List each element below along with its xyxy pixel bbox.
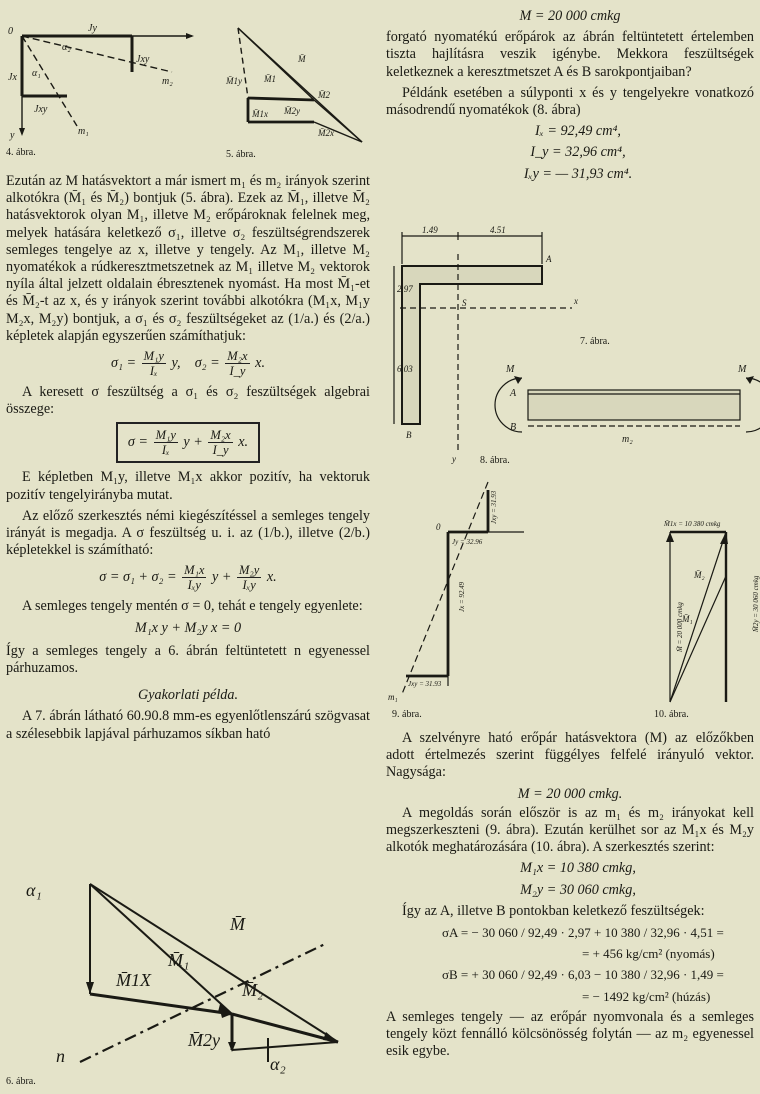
m2y-value: M₂y = 30 060 cmkg,	[520, 881, 636, 898]
eq2-num: M₂x	[227, 349, 248, 364]
eq2-fraction	[225, 349, 249, 378]
ixy-value: Iₓy = — 31,93 cm⁴.	[523, 165, 633, 182]
eq2-tail: x.	[255, 354, 266, 371]
left-column	[6, 173, 370, 747]
fig9-label-jx: Jx = 92.49	[458, 581, 466, 612]
eq3-den-2: Iₓy	[242, 578, 256, 593]
sigma-a-line-1: σA = − 30 060 / 92,49 · 2,97 + 10 380 / 32,96 · 4,51 =	[442, 925, 724, 941]
left-para-2: A keresett σ feszültség a σ₁ és σ₂ feszültségek algebrai összege:	[6, 384, 370, 418]
fig7-point-b: B	[406, 430, 412, 440]
box-lhs: σ =	[127, 434, 149, 451]
box-frac-1	[154, 428, 178, 457]
fig8-label-m2: m₂	[622, 434, 633, 445]
right-para-5: Így az A, illetve B pontokban keletkező feszültségek:	[402, 902, 705, 919]
fig5-label-m2y: M̄2y	[284, 106, 300, 116]
fig4-label-jx: Jx	[8, 72, 17, 83]
fig6-label-m1x: M̄1X	[116, 970, 151, 990]
fig6-label-a2: α₂	[270, 1054, 286, 1074]
sigma-a-line-2: = + 456 kg/cm² (nyomás)	[582, 946, 715, 962]
box-den-1: Iₓ	[161, 443, 170, 458]
box-mid: y +	[183, 434, 203, 451]
moment-value: M = 20 000 cmkg	[519, 8, 621, 24]
fig4-label-a1: α₁	[32, 68, 41, 79]
eq3-lhs: σ = σ₁ + σ₂ =	[99, 569, 177, 586]
right-para-3: A szelvényre ható erőpár hatásvektora (M) az előzőkben adott értelmezés szerint függélyes felfelé irányuló vektor. Nagysága:	[386, 730, 754, 781]
fig6-label-m2: M̄₂	[242, 980, 264, 1000]
fig5-label-m1: M̄1	[264, 74, 276, 84]
figure-4	[2, 14, 202, 144]
boxed-formula	[6, 422, 370, 463]
fig10-caption: 10. ábra.	[654, 709, 689, 720]
right-column-top	[386, 8, 754, 187]
left-para-7: A 7. ábrán látható 60.90.8 mm-es egyenlőtlenszárú szögvasat a szélesebbik lapjával párhuzamos síkban ható	[6, 708, 370, 742]
left-para-4: Az előző szerkesztés némi kiegészítéssel a semleges tengely irányát is megadja. A σ feszültség u. i. az (1/b.), illetve (2/b.) képletekkel is számítható:	[6, 507, 370, 559]
boxed-formula-frame	[116, 422, 260, 463]
left-para-5: A semleges tengely mentén σ = 0, tehát e tengely egyenlete:	[22, 598, 363, 615]
fig4-label-m2: m₂	[162, 76, 173, 87]
fig10-label-m1x: M̄1x = 10 380 cmkg	[664, 520, 721, 528]
fig7-point-s: S	[462, 298, 467, 308]
eq3-frac-2	[237, 563, 261, 592]
fig7-axis-x: x	[574, 296, 578, 306]
section-heading: Gyakorlati példa.	[137, 687, 239, 704]
fig9-caption: 9. ábra.	[392, 709, 422, 720]
right-para-4: A megoldás során először is az m₁ és m₂ irányokat kell megszerkeszteni (9. ábra). Ezután kerülhet sor az M₁x és M₂y alkotók meghatározására (10. ábra). A szerkesztés szerint:	[386, 804, 754, 856]
eq3-num-2: M₂y	[238, 563, 260, 578]
fig6-label-a1: α₁	[26, 880, 42, 900]
fig6-label-m: M̄	[230, 914, 245, 934]
fig4-label-jy: Jy	[88, 23, 97, 34]
fig7-dim-603: 6.03	[397, 364, 413, 374]
fig5-label-m1x: M̄1x	[252, 109, 268, 119]
fig6-caption: 6. ábra.	[6, 1076, 36, 1087]
fig9-label-m1: m₁	[388, 692, 398, 702]
sigma-1-2-formulas	[6, 349, 370, 378]
fig5-caption: 5. ábra.	[226, 149, 256, 160]
fig10-label-m: M̄ = 20 000 cmkg	[676, 602, 684, 652]
fig6-label-n: n	[56, 1046, 65, 1066]
eq2-lhs: σ₂ =	[194, 354, 220, 371]
figure-10	[634, 512, 760, 708]
fig7-dim-451: 4.51	[490, 225, 506, 235]
right-para-2: Példánk esetében a súlyponti x és y tengelyekre vonatkozó másodrendű nyomatékok (8. ábra)	[386, 84, 754, 119]
eq3-tail: x.	[266, 569, 277, 586]
eq3-den-1: Iₓy	[187, 578, 201, 593]
eq1-fraction	[142, 349, 166, 378]
sigma-b-line-1: σB = + 30 060 / 92,49 · 6,03 − 10 380 / 32,96 · 1,49 =	[442, 967, 724, 983]
fig10-label-m1: M̄₁	[682, 614, 693, 624]
fig8-label-m-left: M	[506, 364, 515, 375]
sigma-sum-formula	[6, 563, 370, 592]
eq3-num-1: M₁x	[184, 563, 205, 578]
eq1-tail: y,	[171, 354, 181, 371]
ix-value: Iₓ = 92,49 cm⁴,	[535, 123, 621, 140]
fig9-label-jxy-bottom: Jxy = 31.93	[408, 680, 442, 688]
fig7-point-a: A	[546, 254, 552, 264]
fig7-dim-149: 1.49	[422, 225, 438, 235]
fig4-label-m1: m₁	[78, 126, 89, 137]
eq1-lhs: σ₁ =	[110, 354, 137, 371]
fig4-label-0: 0	[8, 26, 13, 37]
box-num-1: M₁y	[155, 428, 176, 443]
right-column-bottom	[386, 730, 754, 1064]
eq2-den: I_y	[229, 364, 246, 379]
fig8-label-m-right: M	[738, 364, 747, 375]
left-para-1: Ezután az M hatásvektort a már ismert m₁ és m₂ irányok szerint alkotókra (M̄₁ és M̄₂) bontjuk (5. ábra). Ezek az M̄₁, illetve M̄₂ hatásvektorok olyan M₁, illetve M₂ erőpároknak felelnek meg, melyek hatására keletkező σ₁, illetve σ₂ feszültségrendszerek semleges tengelye az x, illetve y tengely. Az M₁, illetve M₂ nyomatékok a rúdkeresztmetszetnek az M₁ illetve M₂ vektorok nyíla által jelzett oldalain ébresztenek nyomást. Ha most M̄₁-et és M̄₂-t az x, és y irányok szerint további alkotókra (M₁x, M₁y M₂x, M₂y) bontjuk, a σ₁ és σ₂ feszültségeket az (1/a.) és (2/a.) képletek alapján egyszerűen számíthatjuk:	[6, 173, 370, 344]
eq1-num: M₁y	[143, 349, 164, 364]
fig10-label-m2: M̄₂	[694, 570, 705, 580]
fig4-label-y: y	[10, 130, 15, 141]
iy-value: I_y = 32,96 cm⁴,	[530, 144, 626, 161]
fig5-label-m: M̄	[298, 54, 306, 64]
right-para-6: A semleges tengely — az erőpár nyomvonala és a semleges tengely közt fennálló kölcsönösség folytán — az m₂ egyenessel esik egybe.	[386, 1008, 754, 1060]
fig7-axis-y: y	[452, 454, 456, 464]
fig4-label-a2: α₂	[62, 42, 71, 53]
sigma-b-line-2: = − 1492 kg/cm² (húzás)	[582, 988, 711, 1004]
box-num-2: M₂x	[210, 428, 231, 443]
fig6-label-m1: M̄₁	[168, 950, 190, 970]
figure-6	[20, 862, 360, 1080]
fig9-label-jy: Jy = 32.96	[452, 538, 483, 546]
m1x-value: M₁x = 10 380 cmkg,	[520, 860, 636, 877]
fig7-dim-297: 2.97	[397, 284, 413, 294]
fig4-caption: 4. ábra.	[6, 147, 36, 158]
fig10-label-m2y: M̄2y = 30 060 cmkg	[752, 575, 760, 632]
right-para-1: forgató nyomatékú erőpárok az ábrán feltüntetett értelemben tiszta hajlításra veszik igénybe. Mekkora feszültségek keletkeznek a keresztmetszet A és B sarokpontjaiban?	[386, 29, 754, 80]
fig4-label-jxy: Jxy	[136, 54, 150, 65]
fig8-label-b: B	[510, 422, 517, 433]
fig5-label-m1y: M̄1y	[226, 76, 242, 86]
fig8-label-a: A	[510, 388, 517, 399]
fig4-label-jxy2: Jxy	[34, 104, 48, 115]
eq1-den: Iₓ	[149, 364, 158, 379]
eq3-mid: y +	[212, 569, 232, 586]
left-para-3: E képletben M₁y, illetve M₁x akkor pozitív, ha vektoruk pozitív tengelyirányba mutat.	[6, 469, 370, 503]
neutral-axis-equation: M₁x y + M₂y x = 0	[134, 619, 242, 636]
fig7-caption: 7. ábra.	[580, 336, 610, 347]
box-tail: x.	[238, 434, 249, 451]
box-frac-2	[208, 428, 232, 457]
figure-5	[222, 22, 372, 147]
fig6-label-m2y: M̄2y	[188, 1030, 220, 1050]
left-para-6: Így a semleges tengely a 6. ábrán feltüntetett n egyenessel párhuzamos.	[6, 642, 370, 677]
fig9-label-0: 0	[436, 522, 441, 532]
figure-8	[492, 360, 754, 444]
fig5-label-m2x: M̄2x	[318, 128, 334, 138]
fig5-label-m2: M̄2	[318, 90, 330, 100]
box-den-2: I_y	[212, 443, 229, 458]
fig8-caption: 8. ábra.	[480, 455, 510, 466]
fig9-label-jxy-top: Jxy = 31.93	[490, 490, 498, 524]
figure-9	[388, 478, 528, 708]
eq3-frac-1	[182, 563, 206, 592]
moment-magnitude: M = 20 000 cmkg.	[517, 785, 623, 802]
